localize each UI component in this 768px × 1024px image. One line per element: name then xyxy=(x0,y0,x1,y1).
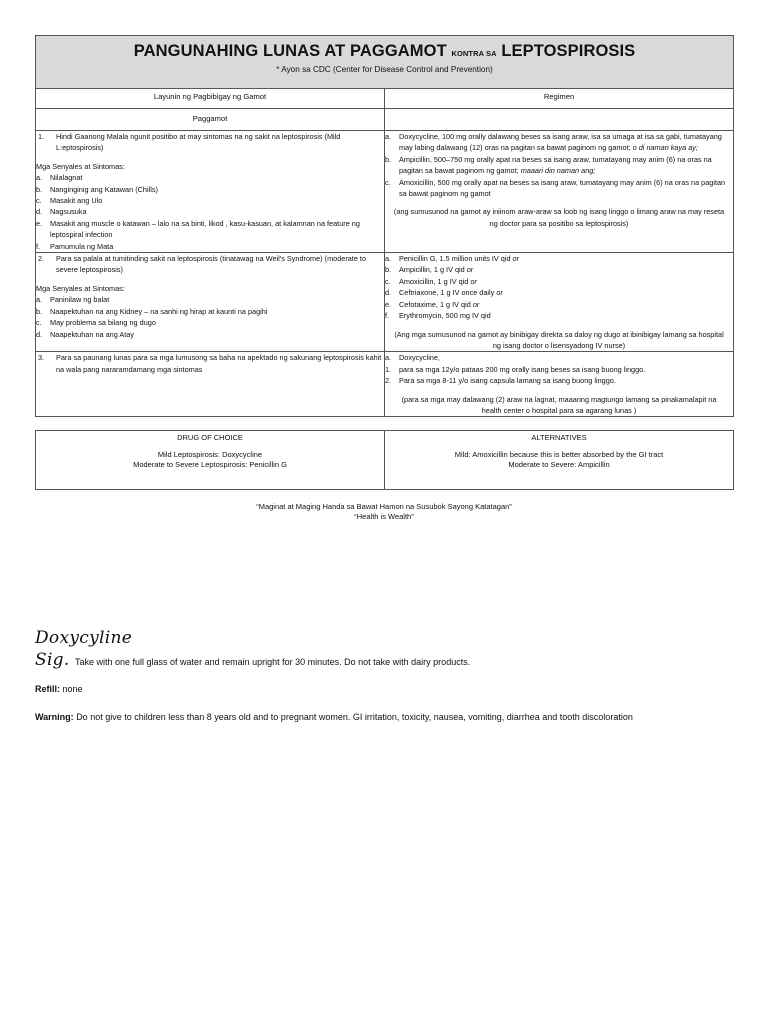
alternatives-line: Moderate to Severe: Ampicillin xyxy=(508,460,610,470)
row-1-regimen xyxy=(385,131,734,253)
prescription-sig xyxy=(35,650,735,670)
leptospirosis-treatment-sheet xyxy=(35,35,733,523)
section-label: Paggamot xyxy=(36,109,385,131)
list-item: e. Cefotaxime, 1 g IV qid or xyxy=(385,299,480,309)
warning-value: Do not give to children less than 8 years old and to pregnant women. GI irritation, toxicity, nausea, vomiting, diarrhea and tooth discoloration xyxy=(76,712,633,722)
list-item: f. Erythromycin, 500 mg IV qid xyxy=(385,311,491,321)
list-item: c. Amoxicillin, 500 mg orally apat na beses sa isang araw, tumatayang may anim (6) na oras na pagitan sa bawat paginom ng gamot xyxy=(385,177,726,199)
list-item: a. Penicillin G, 1.5 million units IV qid or xyxy=(385,254,520,264)
table-row xyxy=(36,253,734,352)
list-item: f. Pamumula ng Mata xyxy=(36,241,114,251)
sig-label: Sig. xyxy=(35,650,70,670)
row-1-goal xyxy=(36,131,385,253)
refill-value: none xyxy=(62,684,83,694)
title-main: PANGUNAHING LUNAS AT PAGGAMOT xyxy=(133,42,447,60)
title-small: KONTRA SA xyxy=(451,49,497,58)
row-2-title xyxy=(36,253,384,276)
list-item: e. Masakit ang muscle o katawan – lalo na sa binti, likod , kasu-kasuan, at kalamnan na feature ng leptospiral infection xyxy=(36,218,360,240)
regimen-note: (ang sumusunod na gamot ay iniinom araw-araw sa loob ng isang linggo o limang araw na may reseta ng doctor para sa positibo sa leptospirosis) xyxy=(393,207,725,228)
row-3-title xyxy=(36,352,384,375)
page-title xyxy=(36,36,733,61)
drug-of-choice-cell xyxy=(36,431,385,490)
symptoms-label: Mga Senyales at Sintomas: xyxy=(36,161,125,171)
warning-line xyxy=(35,712,735,722)
sig-text: Take with one full glass of water and remain upright for 30 minutes. Do not take with dairy products. xyxy=(75,657,471,667)
row-2-regimen xyxy=(385,253,734,352)
row-3-regimen xyxy=(385,352,734,417)
row-number: 2. xyxy=(38,254,45,264)
column-header-right: Regimen xyxy=(385,89,734,109)
motto-quotes xyxy=(35,502,733,523)
row-3-goal xyxy=(36,352,385,417)
alternatives-cell xyxy=(385,431,734,490)
list-item: c. Amoxicillin, 1 g IV qid or xyxy=(385,276,477,286)
list-item: a. Doxycycline, xyxy=(385,353,440,363)
list-item: b. Naapektuhan na ang Kidney – na sanhi ng hirap at kaunti na pagihi xyxy=(36,306,268,316)
list-item: c. May problema sa bilang ng dugo xyxy=(36,318,156,328)
prescription-drug-name: Doxycyline xyxy=(35,628,133,648)
list-item: c. Masakit ang Ulo xyxy=(36,196,103,206)
regimen-note: (para sa mga may dalawang (2) araw na lagnat, maaaring magtungo lamang sa pinakamalapit na health center o hospital para sa agarang lunas ) xyxy=(401,394,717,415)
alternatives-line: Mild: Amoxicillin because this is better absorbed by the GI tract xyxy=(454,449,664,459)
row-2-goal xyxy=(36,253,385,352)
regimen-note: (Ang mga sumusunod na gamot ay binibigay direkta sa daloy ng dugo at ibinibigay lamang sa hospital ng isang doctor o lisensyadong IV nurse) xyxy=(394,329,724,350)
refill-label: Refill: xyxy=(35,684,61,694)
row-number: 3. xyxy=(38,353,45,363)
list-item: d. Nagsusuka xyxy=(36,207,87,217)
row-1-title xyxy=(36,131,384,154)
list-item: a. Doxycycline, 100 mg orally dalawang beses sa isang araw, isa sa umaga at isa sa gabi, tumatayang may labing dalawang (12) oras na pagitan sa bawat paginom ng gamot; o di naman kaya ay; xyxy=(385,132,722,153)
alternatives-header: ALTERNATIVES xyxy=(531,433,587,443)
motto-line: “Health is Wealth” xyxy=(354,512,414,522)
list-item: d. Naapektuhan na ang Atay xyxy=(36,329,134,339)
treatment-table xyxy=(35,35,734,417)
list-item: b. Nanginginig ang Katawan (Chills) xyxy=(36,184,158,194)
row-title-text: Hindi Gaanong Malala ngunit positibo at may sintomas na ng sakit na leptospirosis (Mild L:eptospirosis) xyxy=(56,132,341,153)
row-number: 1. xyxy=(38,132,45,141)
column-header-left: Layunin ng Pagbibigay ng Gamot xyxy=(36,89,385,109)
drug-of-choice-header: DRUG OF CHOICE xyxy=(177,433,243,443)
drug-of-choice-table xyxy=(35,430,734,490)
refill-line xyxy=(35,684,735,694)
drug-of-choice-line: Mild Leptospirosis: Doxycycline xyxy=(157,449,263,459)
warning-label: Warning: xyxy=(35,712,74,722)
list-item: 1. para sa mga 12y/o pataas 200 mg orally isang beses sa isang buong linggo. xyxy=(385,364,646,374)
table-row xyxy=(36,352,734,417)
title-end: LEPTOSPIROSIS xyxy=(501,42,636,60)
title-banner xyxy=(36,36,734,89)
motto-line: “Maginat at Maging Handa sa Bawat Hamon na Susubok Sayong Katatagan” xyxy=(256,501,512,511)
table-row xyxy=(36,131,734,253)
prescription-block xyxy=(35,628,735,722)
row-title-text: Para sa paunang lunas para sa mga lumusong sa baha na apektado ng sakunang leptospirosis kahit na wala pang nararamdamang mga sintomas xyxy=(56,353,382,374)
list-item: b. Ampicillin, 1 g IV qid or xyxy=(385,265,474,275)
symptoms-label: Mga Senyales at Sintomas: xyxy=(36,283,125,293)
list-item: 2. Para sa mga 8-11 y/o isang capsula lamang sa isang buong linggo. xyxy=(385,376,616,386)
row-title-text: Para sa palala at tumitinding sakit na leptospirosis (tinatawag na Weil’s Syndrome) (moderate to severe leptospirosis) xyxy=(56,254,367,275)
list-item: d. Ceftriaxone, 1 g IV once daily or xyxy=(385,288,503,298)
section-label-empty-cell xyxy=(385,109,734,131)
list-item: a. Paninilaw ng balat xyxy=(36,295,110,305)
page-subtitle: * Ayon sa CDC (Center for Disease Control and Prevention) xyxy=(276,65,493,74)
drug-of-choice-line: Moderate to Severe Leptospirosis: Penicillin G xyxy=(133,460,287,470)
list-item: b. Ampicillin, 500–750 mg orally apat na beses sa isang araw, tumatayang may anim (6) na oras na pagitan sa bawat paginom ng gamot; maaari din naman ang; xyxy=(385,154,712,176)
list-item: a. Nilalagnat xyxy=(36,173,83,183)
